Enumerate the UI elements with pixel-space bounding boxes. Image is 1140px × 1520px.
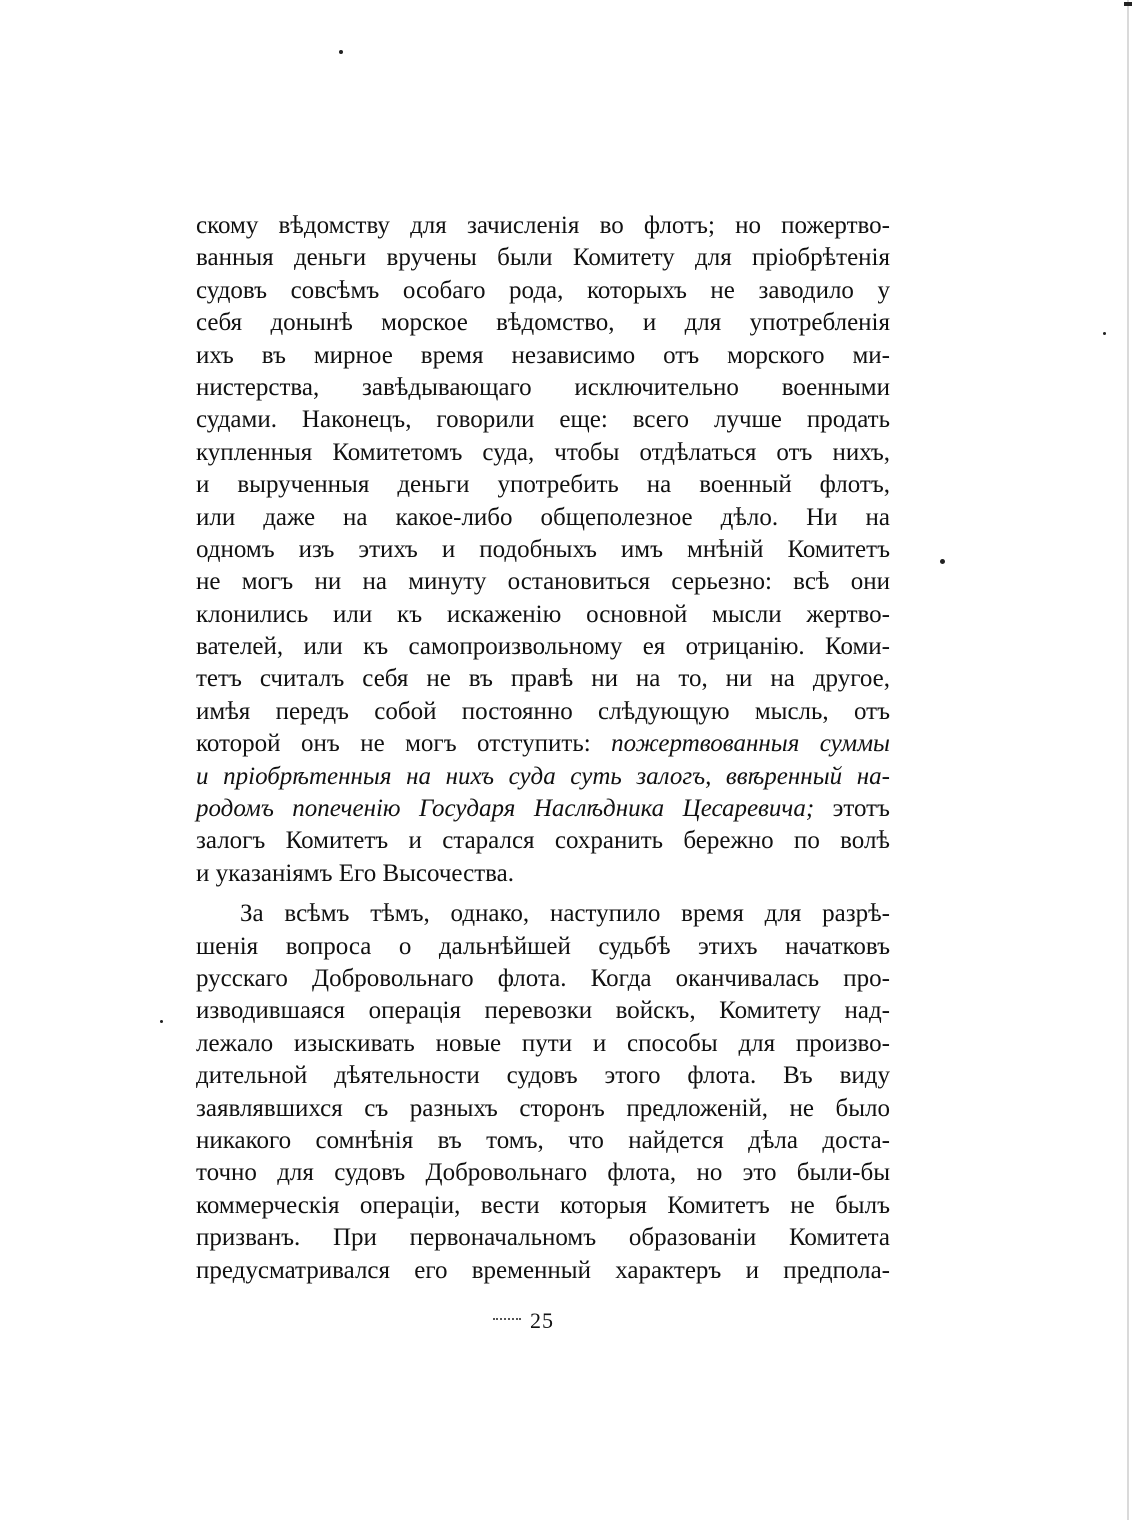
print-speck bbox=[940, 559, 945, 564]
text-line: залогъ Комитетъ и старался сохранить бережно по волѣ bbox=[196, 827, 890, 855]
text-line: шенія вопроса о дальнѣйшей судьбѣ этихъ начатковъ bbox=[196, 932, 890, 960]
print-speck bbox=[160, 1020, 163, 1023]
text-line: или даже на какое-либо общеполезное дѣло. Ни на bbox=[196, 503, 890, 531]
text-line: коммерческія операціи, вести которыя Комитетъ не былъ bbox=[196, 1191, 890, 1219]
text-line: клонились или къ искаженію основной мысли жертво- bbox=[196, 600, 890, 628]
text-line: дительной дѣятельности судовъ этого флота. Въ виду bbox=[196, 1062, 890, 1090]
text-line: скому вѣдомству для зачисленія во флотъ; но пожертво- bbox=[196, 212, 890, 239]
text-line: изводившаяся операція перевозки войскъ, Комитету над- bbox=[196, 997, 890, 1025]
text-line: никакого сомнѣнія въ томъ, что найдется дѣла доста- bbox=[196, 1126, 890, 1154]
text-line-mixed bbox=[196, 728, 890, 760]
italic-segment: пожертвованныя суммы bbox=[611, 730, 890, 758]
page-number-ornament bbox=[493, 1318, 521, 1322]
text-line: имѣя передъ собой постоянно слѣдующую мысль, отъ bbox=[196, 697, 890, 725]
text-line: призванъ. При первоначальномъ образованіи Комитета bbox=[196, 1224, 890, 1252]
text-line: нистерства, завѣдывающаго исключительно военными bbox=[196, 373, 890, 401]
text-line: заявлявшихся съ разныхъ сторонъ предложеній, не было bbox=[196, 1094, 890, 1122]
text-line: не могъ ни на минуту остановиться серьезно: всѣ они bbox=[196, 568, 890, 596]
page-edge-mark bbox=[1124, 2, 1132, 6]
text-line: себя донынѣ морское вѣдомство, и для употребленія bbox=[196, 309, 890, 337]
text-line: тетъ считалъ себя не въ правѣ ни на то, ни на другое, bbox=[196, 665, 890, 693]
text-line: одномъ изъ этихъ и подобныхъ имъ мнѣній Комитетъ bbox=[196, 535, 890, 563]
text-line: и указаніямъ Его Высочества. bbox=[196, 859, 514, 887]
text-line: ванныя деньги вручены были Комитету для пріобрѣтенія bbox=[196, 244, 890, 272]
page-edge-line bbox=[1127, 0, 1129, 1520]
text-line: купленныя Комитетомъ суда, чтобы отдѣлаться отъ нихъ, bbox=[196, 438, 890, 466]
body-text bbox=[196, 210, 890, 1287]
text-line: русскаго Добровольнаго флота. Когда оканчивалась про- bbox=[196, 964, 890, 992]
text-line: судовъ совсѣмъ особаго рода, которыхъ не заводило у bbox=[196, 276, 890, 304]
text-line: и вырученныя деньги употребить на военный флотъ, bbox=[196, 471, 890, 499]
text-line: За всѣмъ тѣмъ, однако, наступило время для разрѣ- bbox=[240, 900, 890, 928]
text-line: судами. Наконецъ, говорили еще: всего лучше продать bbox=[196, 406, 890, 434]
text-line-mixed bbox=[196, 793, 890, 825]
text-line: точно для судовъ Добровольнаго флота, но это были-бы bbox=[196, 1159, 890, 1187]
page-number: 25 bbox=[530, 1308, 554, 1333]
italic-line: и пріобрѣтенныя на нихъ суда суть залогъ, ввѣренный на- bbox=[196, 762, 890, 790]
text-line: ихъ въ мирное время независимо отъ морского ми- bbox=[196, 341, 890, 369]
text-line: вателей, или къ самопроизвольному ея отрицанію. Коми- bbox=[196, 633, 890, 661]
text-segment: этотъ bbox=[814, 795, 890, 823]
paragraph-gap bbox=[196, 890, 890, 898]
text-line: предусматривался его временный характеръ и предпола- bbox=[196, 1256, 890, 1284]
text-line: лежало изыскивать новые пути и способы для произво- bbox=[196, 1029, 890, 1057]
text-segment: которой онъ не могъ отступить: bbox=[196, 730, 612, 758]
print-speck bbox=[1103, 332, 1106, 335]
italic-segment: родомъ попеченію Государя Наслѣдника Цесаревича; bbox=[196, 795, 815, 823]
print-speck bbox=[339, 50, 343, 54]
